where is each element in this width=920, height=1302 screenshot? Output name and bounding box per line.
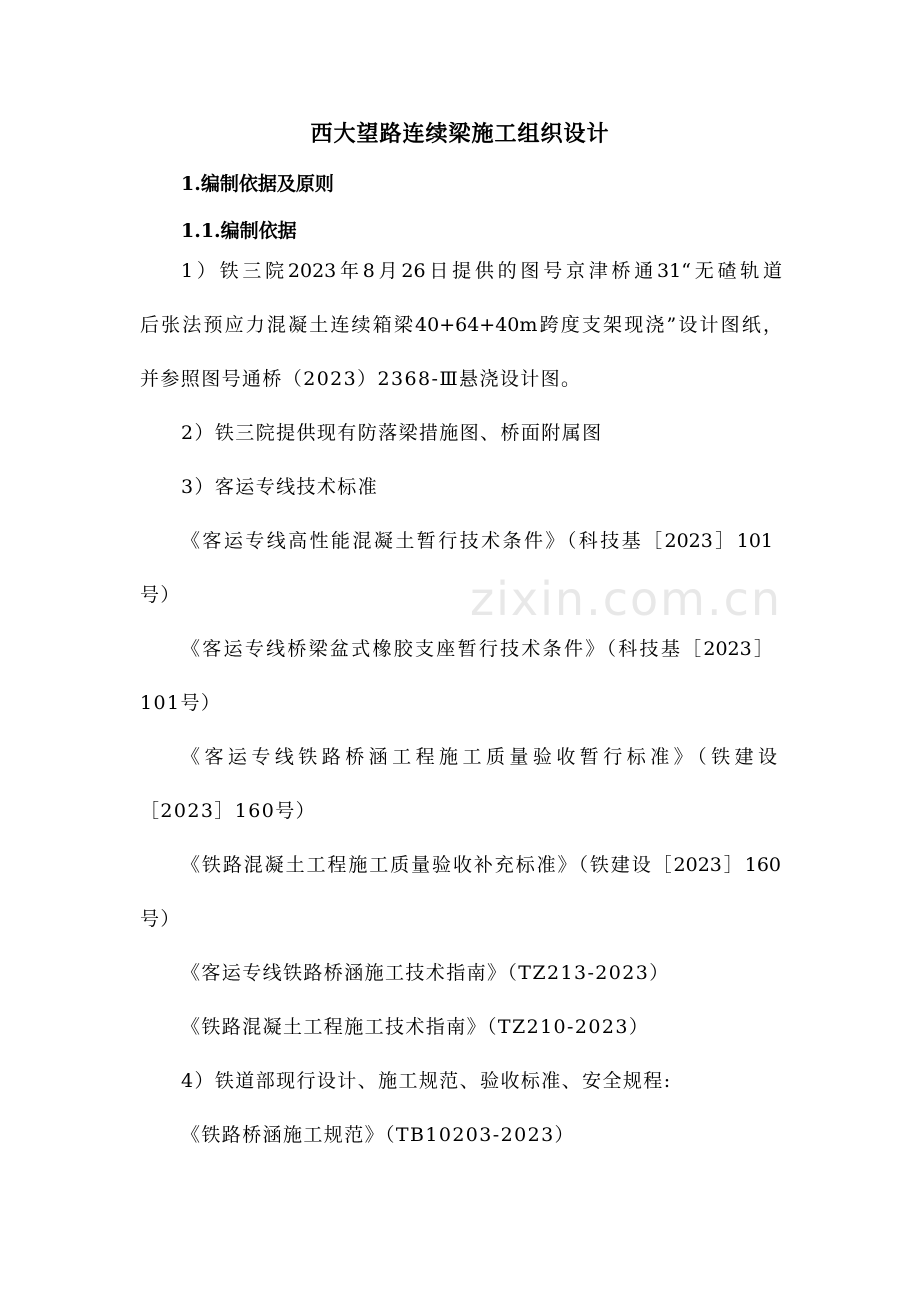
paragraph-line: 《铁路混凝土工程施工质量验收补充标准》（铁建设［2023］160 [181, 854, 781, 876]
paragraph-line: ［2023］160号） [140, 800, 317, 822]
paragraph-line: 《铁路混凝土工程施工技术指南》（TZ210-2023） [181, 1016, 650, 1038]
section-heading-1: 1.编制依据及原则 [181, 173, 334, 195]
paragraph-line: 3）客运专线技术标准 [181, 476, 379, 498]
paragraph-line: 2）铁三院提供现有防落梁措施图、桥面附属图 [181, 422, 603, 444]
paragraph-line: 并参照图号通桥（2023）2368-Ⅲ悬浇设计图。 [140, 368, 582, 390]
paragraph-line: 101号） [140, 692, 222, 714]
paragraph-line: 《客运专线桥梁盆式橡胶支座暂行技术条件》（科技基［2023］ [181, 638, 773, 660]
paragraph-line: 《客运专线高性能混凝土暂行技术条件》（科技基［2023］101 [181, 530, 773, 552]
paragraph-line: 《客运专线铁路桥涵工程施工质量验收暂行标准》（铁建设 [181, 746, 777, 768]
paragraph-line: 后张法预应力混凝土连续箱梁40+64+40m跨度支架现浇”设计图纸， [140, 314, 782, 336]
paragraph-line: 1）铁三院2023年8月26日提供的图号京津桥通31“无碴轨道 [181, 260, 782, 282]
section-heading-1-1: 1.1.编制依据 [181, 220, 297, 242]
paragraph-line: 《铁路桥涵施工规范》（TB10203-2023） [181, 1124, 575, 1146]
paragraph-line: 号） [140, 584, 181, 606]
document-title: 西大望路连续梁施工组织设计 [310, 121, 610, 147]
paragraph-line: 4）铁道部现行设计、施工规范、验收标准、安全规程: [181, 1070, 672, 1092]
paragraph-line: 《客运专线铁路桥涵施工技术指南》（TZ213-2023） [181, 962, 670, 984]
paragraph-line: 号） [140, 908, 181, 930]
watermark: zixin.com.cn [470, 572, 783, 626]
